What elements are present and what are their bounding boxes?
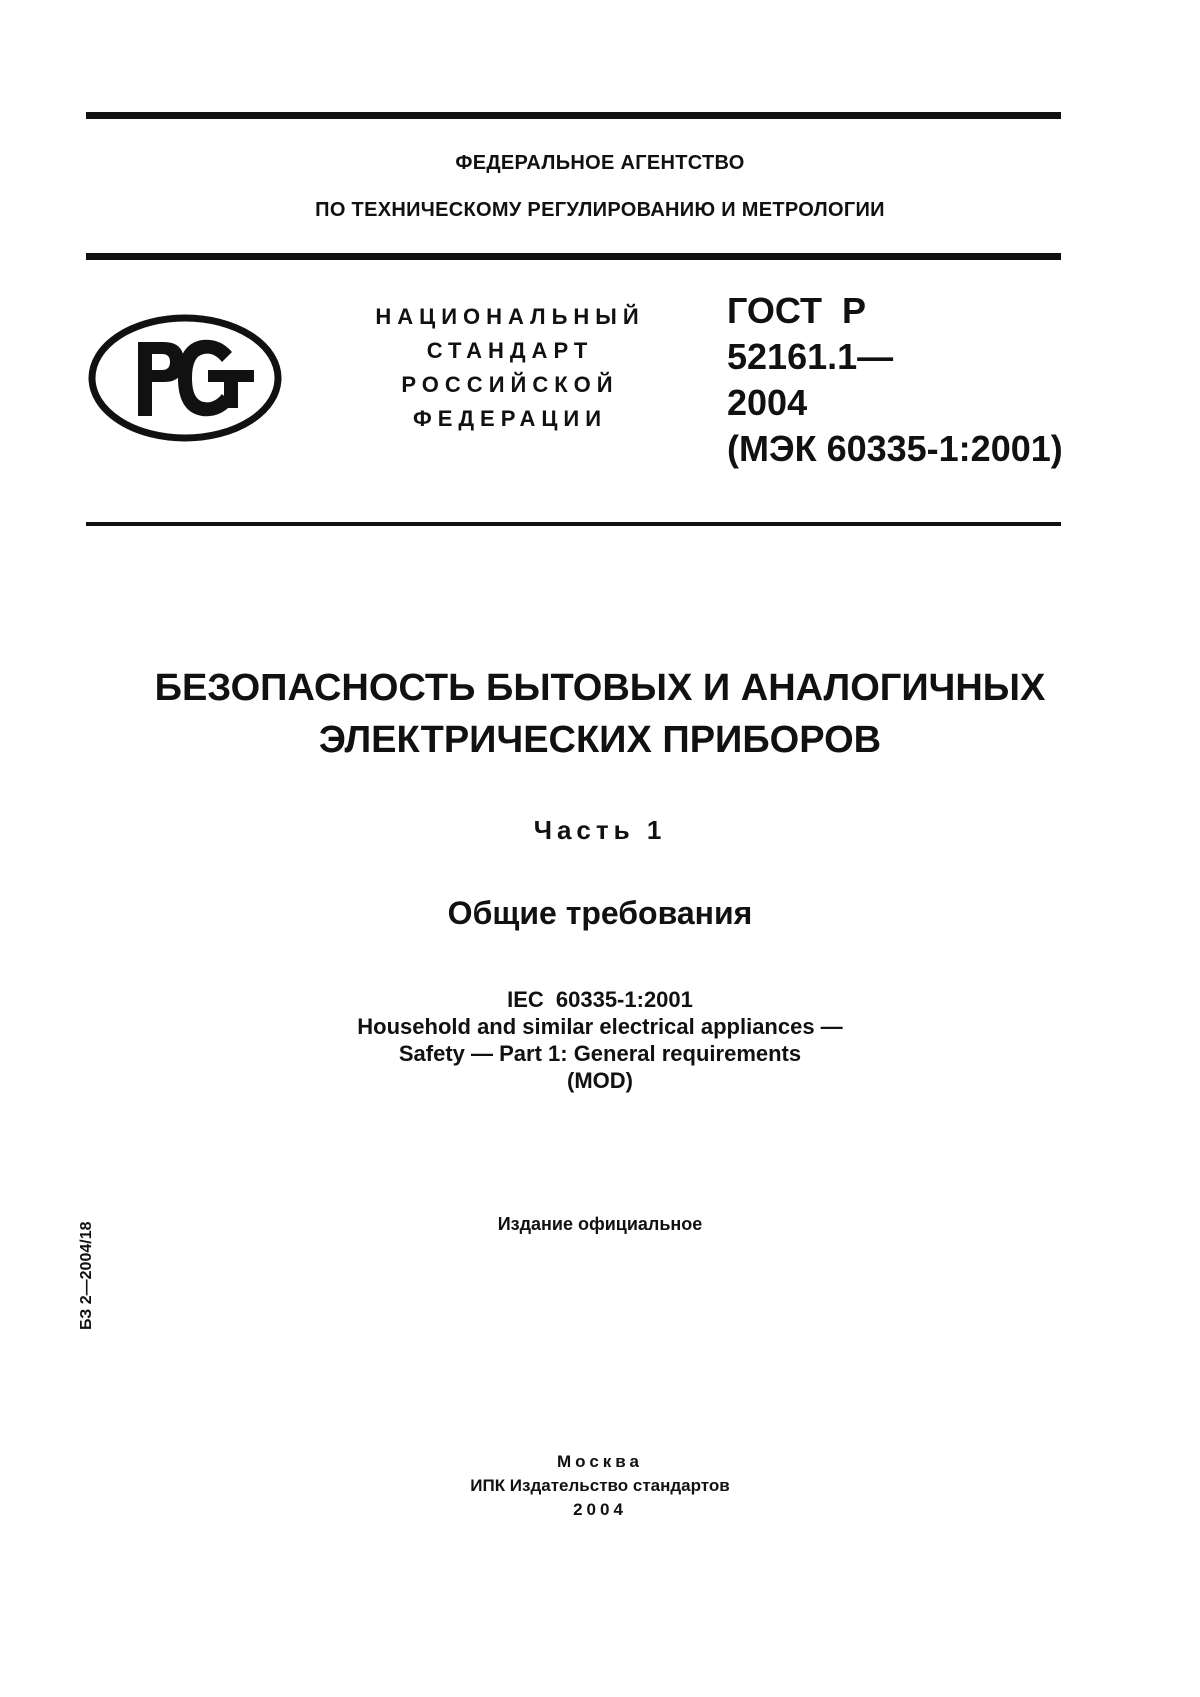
agency-line-2: ПО ТЕХНИЧЕСКОМУ РЕГУЛИРОВАНИЮ И МЕТРОЛОГИИ <box>315 199 885 221</box>
imprint-year: 2004 <box>573 1500 627 1519</box>
title-line-1: БЕЗОПАСНОСТЬ БЫТОВЫХ И АНАЛОГИЧНЫХ <box>154 667 1046 709</box>
national-standard-line-1: НАЦИОНАЛЬНЫЙ <box>375 304 645 329</box>
iec-line-1: IEC 60335-1:2001 <box>507 987 693 1012</box>
rst-logo <box>86 312 284 444</box>
document-subtitle: Общие требования <box>447 895 753 931</box>
national-standard-line-4: ФЕДЕРАЦИИ <box>412 406 608 431</box>
side-code: БЗ 2—2004/18 <box>78 1221 95 1330</box>
designation-line-2: 52161.1— <box>727 336 894 377</box>
imprint-publisher: ИПК Издательство стандартов <box>470 1476 730 1495</box>
designation-line-1: ГОСТ Р <box>727 290 867 331</box>
document-title <box>0 662 1200 766</box>
designation-line-4: (МЭК 60335-1:2001) <box>727 428 1063 469</box>
header-rule <box>86 253 1061 260</box>
official-edition: Издание официальное <box>497 1214 703 1234</box>
iec-line-3: Safety — Part 1: General requirements <box>398 1041 802 1066</box>
title-line-2: ЭЛЕКТРИЧЕСКИХ ПРИБОРОВ <box>318 719 882 761</box>
standard-designation <box>727 288 1063 472</box>
iec-line-2: Household and similar electrical appliances — <box>357 1014 843 1039</box>
designation-rule <box>86 522 1061 526</box>
national-standard-line-3: РОССИЙСКОЙ <box>401 372 619 397</box>
national-standard-line-2: СТАНДАРТ <box>426 338 594 363</box>
iec-reference <box>0 986 1200 1094</box>
rst-certification-mark-icon <box>86 312 284 444</box>
imprint-city: Москва <box>557 1452 643 1471</box>
agency-line-1: ФЕДЕРАЛЬНОЕ АГЕНТСТВО <box>455 152 745 174</box>
iec-line-4: (MOD) <box>567 1068 633 1093</box>
imprint <box>0 1450 1200 1522</box>
part-number: Часть 1 <box>533 815 667 845</box>
top-rule <box>86 112 1061 119</box>
designation-line-3: 2004 <box>727 382 808 423</box>
national-standard-label <box>350 300 670 436</box>
